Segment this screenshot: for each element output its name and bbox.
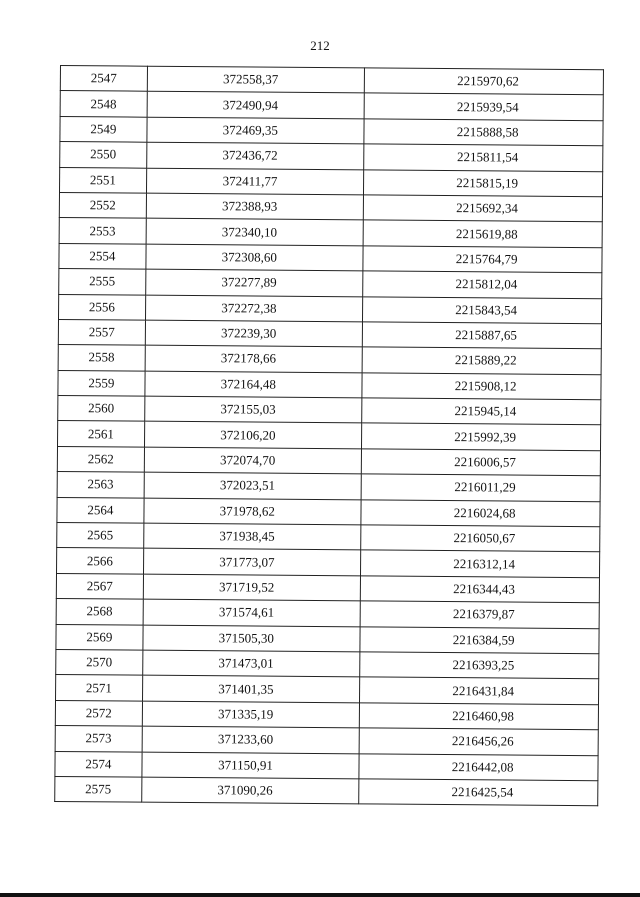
point-number-cell: 2561	[58, 421, 145, 447]
coordinates-table	[54, 65, 604, 807]
point-number-cell: 2559	[58, 370, 145, 396]
x-coordinate-cell: 372308,60	[146, 244, 364, 271]
point-number-cell: 2568	[56, 599, 143, 625]
point-number-cell: 2555	[59, 269, 146, 295]
y-coordinate-cell: 2215815,19	[364, 169, 603, 196]
x-coordinate-cell: 372411,77	[146, 168, 364, 195]
y-coordinate-cell: 2216050,67	[361, 525, 600, 552]
x-coordinate-cell: 371505,30	[143, 625, 361, 652]
point-number-cell: 2562	[57, 446, 144, 472]
y-coordinate-cell: 2215908,12	[362, 373, 601, 400]
x-coordinate-cell: 372023,51	[144, 472, 362, 499]
x-coordinate-cell: 371938,45	[143, 523, 361, 550]
y-coordinate-cell: 2216460,98	[360, 703, 599, 730]
point-number-cell: 2564	[57, 497, 144, 523]
x-coordinate-cell: 372277,89	[145, 269, 363, 296]
point-number-cell: 2548	[60, 91, 147, 117]
x-coordinate-cell: 372155,03	[144, 396, 362, 423]
x-coordinate-cell: 372106,20	[144, 422, 362, 449]
point-number-cell: 2563	[57, 472, 144, 498]
point-number-cell: 2550	[60, 142, 147, 168]
page-number: 212	[310, 38, 330, 53]
point-number-cell: 2549	[60, 116, 147, 142]
point-number-cell: 2573	[55, 726, 142, 752]
y-coordinate-cell: 2216344,43	[361, 576, 600, 603]
point-number-cell: 2567	[56, 573, 143, 599]
y-coordinate-cell: 2216011,29	[361, 474, 600, 501]
point-number-cell: 2569	[56, 624, 143, 650]
y-coordinate-cell: 2215939,54	[364, 93, 603, 120]
y-coordinate-cell: 2216442,08	[359, 753, 598, 780]
point-number-cell: 2556	[59, 294, 146, 320]
y-coordinate-cell: 2215889,22	[362, 347, 601, 374]
x-coordinate-cell: 371090,26	[141, 777, 359, 804]
x-coordinate-cell: 372074,70	[144, 447, 362, 474]
y-coordinate-cell: 2216384,59	[360, 626, 599, 653]
table-body	[55, 66, 604, 807]
point-number-cell: 2570	[56, 649, 143, 675]
y-coordinate-cell: 2215812,04	[363, 271, 602, 298]
x-coordinate-cell: 372388,93	[146, 193, 364, 220]
table-row	[55, 776, 598, 806]
x-coordinate-cell: 372490,94	[147, 92, 365, 119]
y-coordinate-cell: 2215811,54	[364, 144, 603, 171]
scan-edge	[0, 893, 640, 897]
x-coordinate-cell: 372178,66	[145, 345, 363, 372]
x-coordinate-cell: 371473,01	[142, 650, 360, 677]
y-coordinate-cell: 2216456,26	[359, 728, 598, 755]
y-coordinate-cell: 2216431,84	[360, 677, 599, 704]
x-coordinate-cell: 371335,19	[142, 701, 360, 728]
y-coordinate-cell: 2216393,25	[360, 652, 599, 679]
x-coordinate-cell: 372469,35	[147, 117, 365, 144]
x-coordinate-cell: 371233,60	[142, 726, 360, 753]
y-coordinate-cell: 2216379,87	[360, 601, 599, 628]
point-number-cell: 2557	[58, 319, 145, 345]
x-coordinate-cell: 372436,72	[146, 142, 364, 169]
y-coordinate-cell: 2216006,57	[362, 449, 601, 476]
point-number-cell: 2547	[60, 66, 147, 92]
x-coordinate-cell: 371150,91	[142, 752, 360, 779]
x-coordinate-cell: 372164,48	[145, 371, 363, 398]
point-number-cell: 2572	[55, 700, 142, 726]
point-number-cell: 2575	[55, 776, 142, 802]
y-coordinate-cell: 2215970,62	[365, 68, 604, 95]
point-number-cell: 2560	[58, 396, 145, 422]
y-coordinate-cell: 2215843,54	[363, 296, 602, 323]
x-coordinate-cell: 372340,10	[146, 219, 364, 246]
point-number-cell: 2551	[59, 167, 146, 193]
y-coordinate-cell: 2215992,39	[362, 423, 601, 450]
point-number-cell: 2566	[57, 548, 144, 574]
y-coordinate-cell: 2215619,88	[363, 220, 602, 247]
y-coordinate-cell: 2215764,79	[363, 246, 602, 273]
point-number-cell: 2574	[55, 751, 142, 777]
y-coordinate-cell: 2216024,68	[361, 500, 600, 527]
y-coordinate-cell: 2216425,54	[359, 779, 598, 806]
y-coordinate-cell: 2215887,65	[363, 322, 602, 349]
point-number-cell: 2558	[58, 345, 145, 371]
y-coordinate-cell: 2215945,14	[362, 398, 601, 425]
x-coordinate-cell: 372558,37	[147, 66, 365, 93]
y-coordinate-cell: 2215692,34	[364, 195, 603, 222]
point-number-cell: 2552	[59, 192, 146, 218]
point-number-cell: 2553	[59, 218, 146, 244]
x-coordinate-cell: 371773,07	[143, 549, 361, 576]
x-coordinate-cell: 371719,52	[143, 574, 361, 601]
point-number-cell: 2554	[59, 243, 146, 269]
x-coordinate-cell: 371401,35	[142, 676, 360, 703]
x-coordinate-cell: 371574,61	[143, 599, 361, 626]
x-coordinate-cell: 372239,30	[145, 320, 363, 347]
x-coordinate-cell: 372272,38	[145, 295, 363, 322]
point-number-cell: 2565	[57, 523, 144, 549]
point-number-cell: 2571	[56, 675, 143, 701]
x-coordinate-cell: 371978,62	[144, 498, 362, 525]
y-coordinate-cell: 2216312,14	[361, 550, 600, 577]
y-coordinate-cell: 2215888,58	[364, 119, 603, 146]
